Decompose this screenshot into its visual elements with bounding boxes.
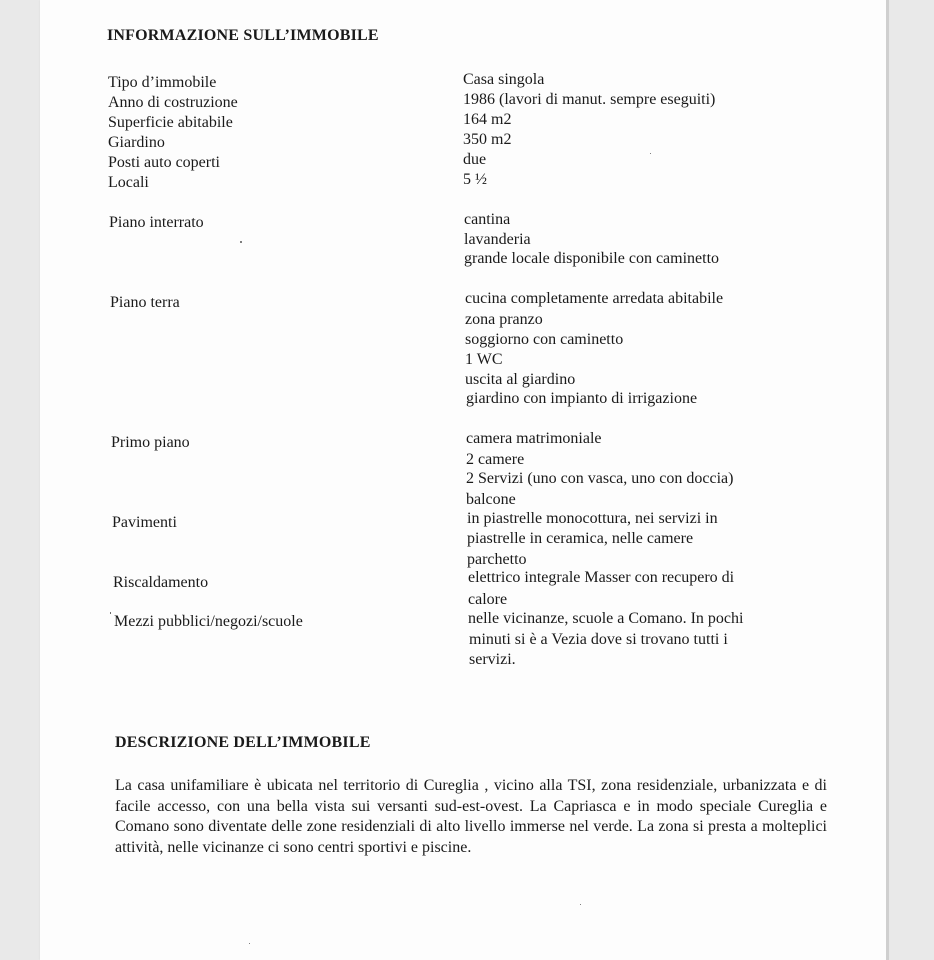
label-mezzi-pubblici: Mezzi pubblici/negozi/scuole	[114, 613, 303, 630]
label-anno: Anno di costruzione	[108, 94, 238, 111]
value-pavimenti-2: piastrelle in ceramica, nelle camere	[467, 530, 694, 547]
value-piano-interrato-3: grande locale disponibile con caminetto	[464, 250, 720, 267]
scan-speck	[110, 612, 111, 614]
value-piano-terra-1: cucina completamente arredata abitabile	[465, 290, 724, 307]
label-pavimenti: Pavimenti	[112, 514, 177, 531]
value-mezzi-pubblici-3: servizi.	[469, 651, 516, 668]
label-posti-auto: Posti auto coperti	[108, 154, 220, 171]
value-piano-terra-4: 1 WC	[465, 351, 503, 368]
page-edge	[886, 0, 889, 960]
scan-speck	[240, 241, 242, 243]
value-primo-piano-3: 2 Servizi (uno con vasca, uno con doccia)	[466, 470, 734, 487]
value-primo-piano-2: 2 camere	[466, 451, 525, 468]
value-primo-piano-4: balcone	[466, 491, 516, 508]
scan-speck	[580, 904, 581, 905]
value-locali: 5 ½	[463, 171, 487, 188]
label-piano-interrato: Piano interrato	[109, 214, 204, 231]
label-locali: Locali	[108, 174, 149, 191]
value-piano-interrato-1: cantina	[464, 211, 511, 228]
description-paragraph: La casa unifamiliare è ubicata nel territorio di Cureglia , vicino alla TSI, zona residenziale, urbanizzata e di facile accesso, con una bella vista sui versanti sud-est-ovest. La Capriasca e in modo speciale Cureglia e Comano sono diventate delle zone residenziali di alto livello immerse nel verde. La zona si presta a molteplici attività, nelle vicinanze ci sono centri sportivi e piscine.	[115, 777, 827, 856]
value-tipo: Casa singola	[463, 71, 545, 88]
scan-speck	[249, 943, 250, 944]
value-mezzi-pubblici-1: nelle vicinanze, scuole a Comano. In pochi	[468, 610, 744, 627]
value-primo-piano-1: camera matrimoniale	[466, 430, 602, 447]
value-superficie: 164 m2	[463, 111, 512, 128]
label-superficie: Superficie abitabile	[108, 114, 233, 131]
value-giardino: 350 m2	[463, 131, 512, 148]
value-piano-terra-3: soggiorno con caminetto	[465, 331, 624, 348]
value-mezzi-pubblici-2: minuti si è a Vezia dove si trovano tutti i	[469, 631, 728, 648]
label-piano-terra: Piano terra	[110, 294, 180, 311]
value-riscaldamento-2: calore	[468, 591, 508, 608]
label-riscaldamento: Riscaldamento	[113, 574, 209, 591]
section-title-informazione: INFORMAZIONE SULL’IMMOBILE	[107, 27, 379, 44]
value-piano-terra-5: uscita al giardino	[465, 371, 576, 388]
label-tipo: Tipo d’immobile	[108, 74, 217, 91]
value-piano-terra-6: giardino con impianto di irrigazione	[466, 390, 698, 407]
value-pavimenti-3: parchetto	[467, 551, 527, 568]
scan-speck	[650, 153, 651, 154]
value-riscaldamento-1: elettrico integrale Masser con recupero di	[468, 569, 735, 586]
section-title-descrizione: DESCRIZIONE DELL’IMMOBILE	[115, 734, 371, 751]
value-anno: 1986 (lavori di manut. sempre eseguiti)	[463, 91, 716, 108]
label-giardino: Giardino	[108, 134, 165, 151]
value-piano-terra-2: zona pranzo	[465, 311, 543, 328]
value-pavimenti-1: in piastrelle monocottura, nei servizi in	[467, 510, 718, 527]
label-primo-piano: Primo piano	[111, 434, 190, 451]
value-posti-auto: due	[463, 151, 487, 168]
value-piano-interrato-2: lavanderia	[464, 231, 531, 248]
